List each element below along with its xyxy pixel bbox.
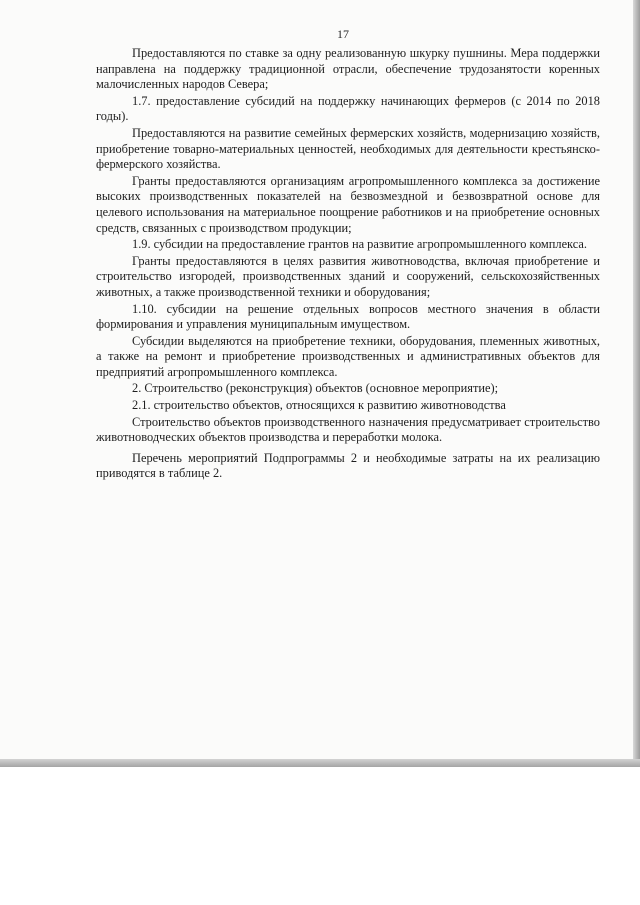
paragraph-item-1-9: 1.9. субсидии на предоставление грантов на развитие агропромышленного комплекса. <box>132 237 588 252</box>
paragraph-family-farms: Предоставляются на развитие семейных фермерских хозяйств, модернизацию хозяйств, приобретение товарно-материальных ценностей, необходимых для деятельности крестьянско-фермерского хозяйства. <box>96 125 600 172</box>
paragraph-item-1-10: 1.10. субсидии на решение отдельных вопросов местного значения в области формирования и управления муниципальным имуществом. <box>96 301 600 332</box>
paragraph-grants-livestock: Гранты предоставляются в целях развития животноводства, включая приобретение и строительство изгородей, производственных зданий и сооружений, сельскохозяйственных животных, а также производственной техники и оборудования; <box>96 253 600 299</box>
paragraph-grants-organizations: Гранты предоставляются организациям агропромышленного комплекса за достижение высоких производственных показателей на безвозмездной и безвозвратной основе для целевого использования на материальное поощрение работников и на приобретение основных средств, связанных с производством продукции; <box>96 173 600 235</box>
paragraph-table-reference: Перечень мероприятий Подпрограммы 2 и необходимые затраты на их реализацию приводятся в таблице 2. <box>96 450 600 481</box>
scan-edge-bottom <box>0 759 640 767</box>
scan-edge-right <box>633 0 640 767</box>
paragraph-fur-subsidy: Предоставляются по ставке за одну реализованную шкурку пушнины. Мера поддержки направлена на поддержку традиционной отрасли, обеспечение трудозанятости коренных малочисленных народов Севера; <box>96 46 600 92</box>
paragraph-subsidies-allocated: Субсидии выделяются на приобретение техники, оборудования, племенных животных, а также на ремонт и приобретение производственных и административных объектов для предприятий агропромышленного комплекса. <box>96 333 600 379</box>
paragraph-item-1-7: 1.7. предоставление субсидий на поддержку начинающих фермеров (с 2014 по 2018 годы). <box>96 93 600 124</box>
paragraph-item-2-1: 2.1. строительство объектов, относящихся к развитию животноводства <box>132 398 506 413</box>
page-number: 17 <box>337 27 349 41</box>
document-body <box>96 46 600 483</box>
paragraph-construction: Строительство объектов производственного назначения предусматривает строительство животноводческих объектов производства и переработки молока. <box>96 414 600 445</box>
paragraph-item-2: 2. Строительство (реконструкция) объектов (основное мероприятие); <box>132 381 499 396</box>
